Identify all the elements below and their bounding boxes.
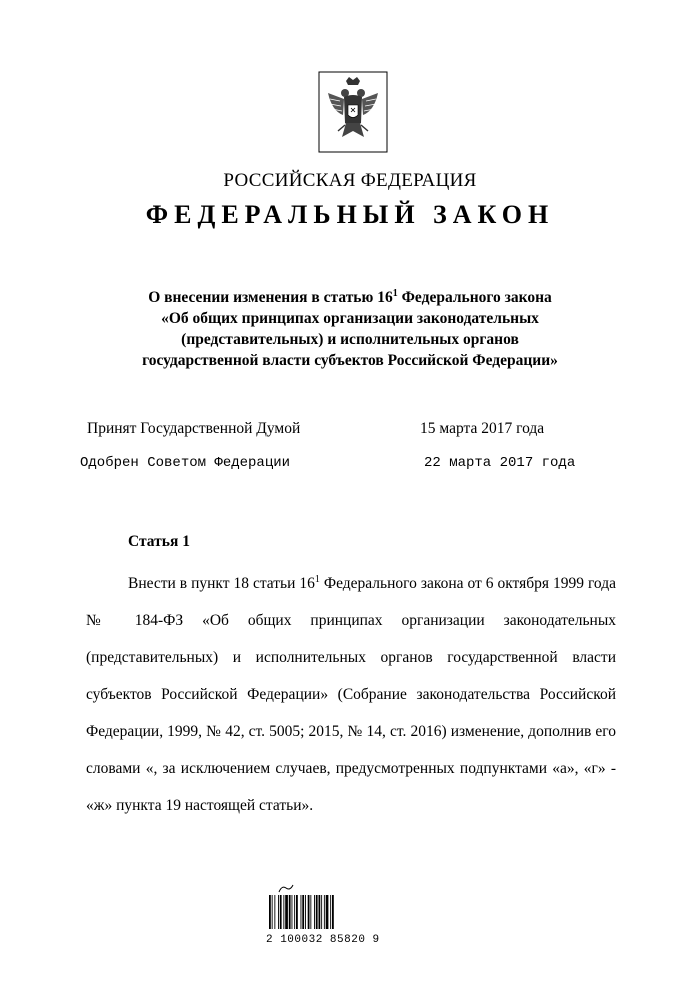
duma-label: Принят Государственной Думой <box>87 420 301 437</box>
barcode-icon <box>268 895 360 929</box>
article-heading: Статья 1 <box>128 533 190 550</box>
title-line-2: «Об общих принципах организации законодательных <box>161 310 539 327</box>
duma-date: 15 марта 2017 года <box>420 420 545 437</box>
barcode-number: 2 100032 85820 9 <box>266 934 380 946</box>
title-line-3: (представительных) и исполнительных органов <box>181 331 519 348</box>
council-date: 22 марта 2017 года <box>424 455 576 471</box>
russian-coat-of-arms-icon <box>318 71 388 153</box>
article-body: Внести в пункт 18 статьи $16^1$ Федерального закона от 6 октября 1999 года № 184-ФЗ «Об общих принципах организации законодательных (представительных) и исполнительных органов государственной власти субъектов Российской Федерации» (Собрание законодательства Российской Федерации, 1999, № 42, ст. 5005; 2015, № 14, ст. 2016) изменение, дополнив его словами «, за исключением случаев, предусмотренных подпунктами «а», «г» - «ж» пункта 19 настоящей статьи». <box>86 573 616 814</box>
publisher-mark-icon <box>278 884 294 893</box>
council-label: Одобрен Советом Федерации <box>80 455 291 471</box>
title-line-4: государственной власти субъектов Российской Федерации» <box>142 352 558 369</box>
header-law-type: ФЕДЕРАЛЬНЫЙ ЗАКОН <box>145 200 555 229</box>
law-title <box>60 287 640 371</box>
header-country: РОССИЙСКАЯ ФЕДЕРАЦИЯ <box>223 170 477 191</box>
title-line-1: О внесении изменения в статью $16^1$ Федерального закона <box>148 287 552 306</box>
